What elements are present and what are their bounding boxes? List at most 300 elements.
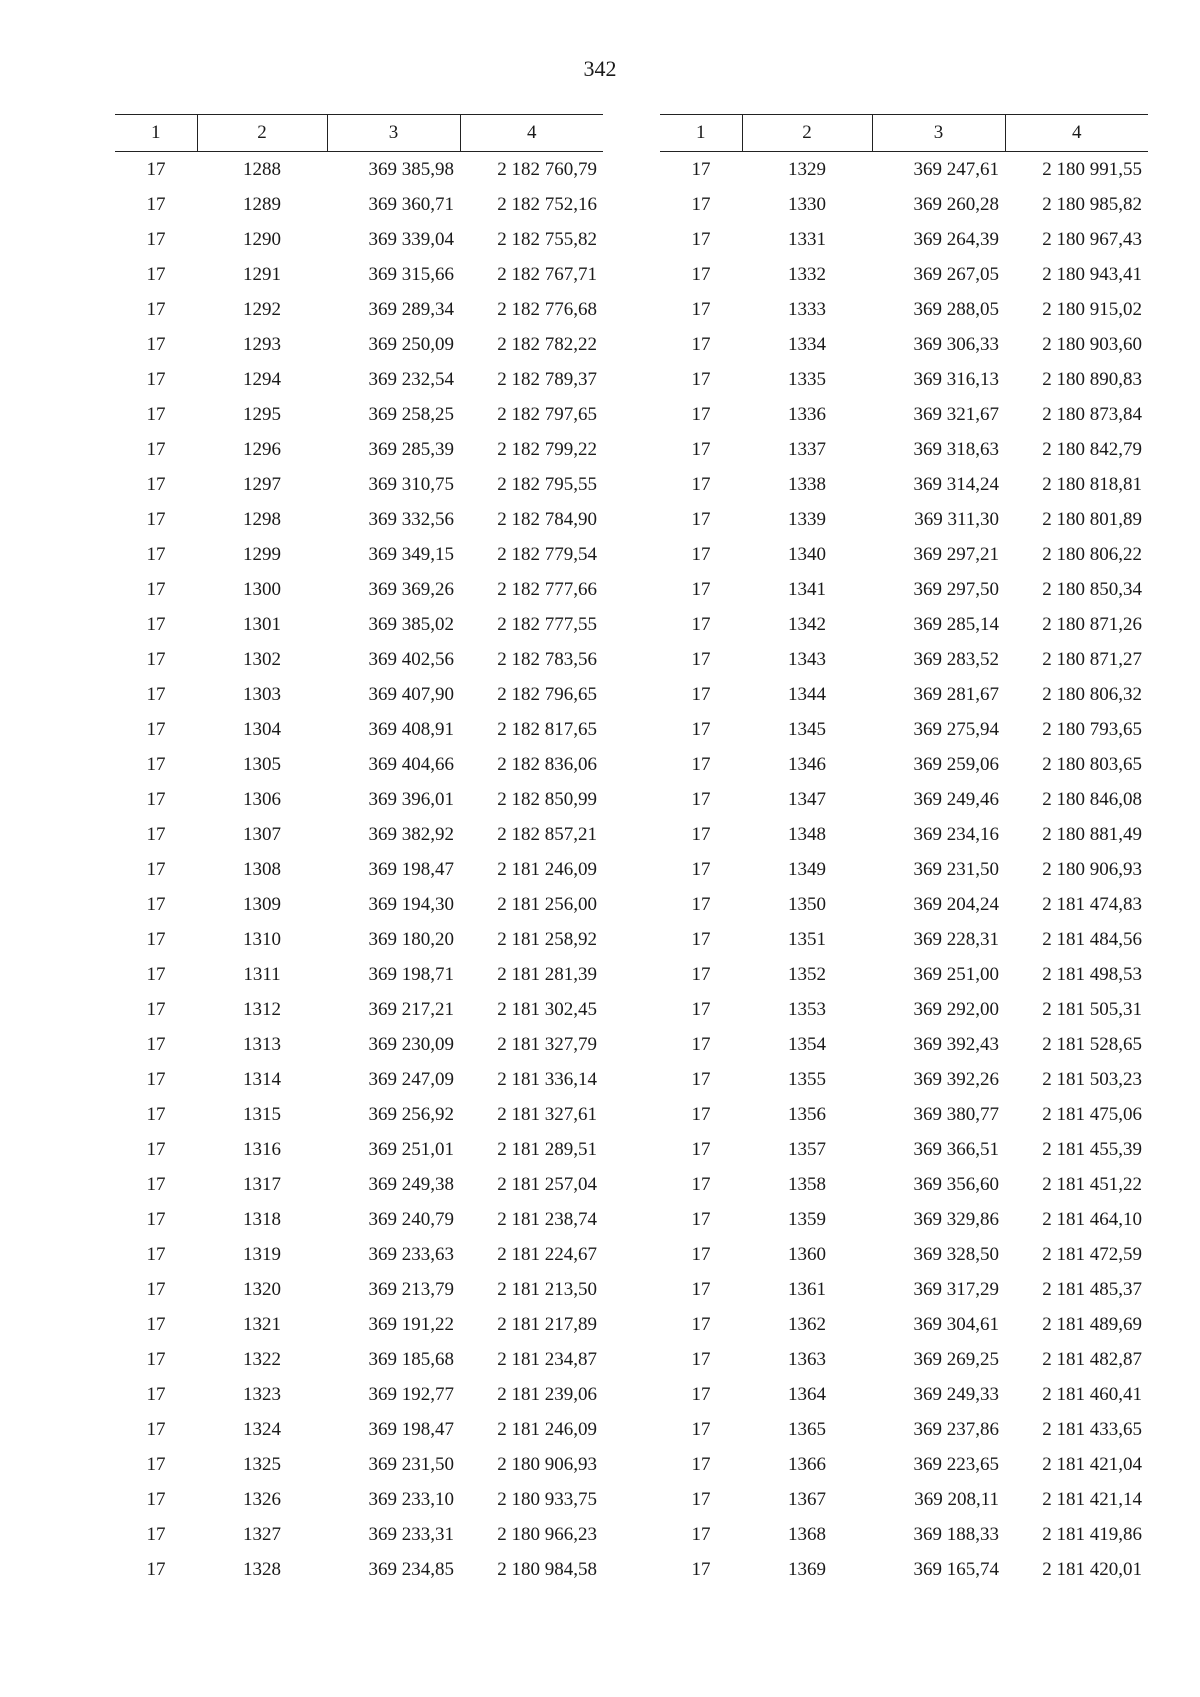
table-row	[115, 607, 603, 642]
table-row	[115, 1027, 603, 1062]
zone-number-cell: 17	[691, 928, 711, 950]
point-number-cell: 1339	[788, 508, 826, 530]
x-coordinate-cell: 369 256,92	[368, 1103, 454, 1125]
point-number-cell: 1346	[788, 753, 826, 775]
point-number-cell: 1326	[243, 1488, 281, 1510]
zone-number-cell: 17	[691, 1068, 711, 1090]
table-row	[115, 467, 603, 502]
point-number-cell: 1306	[243, 788, 281, 810]
zone-number-cell: 17	[691, 1033, 711, 1055]
y-coordinate-cell: 2 182 779,54	[497, 543, 597, 565]
x-coordinate-cell: 369 188,33	[913, 1523, 999, 1545]
zone-number-cell: 17	[146, 333, 166, 355]
y-coordinate-cell: 2 180 890,83	[1042, 368, 1142, 390]
x-coordinate-cell: 369 237,86	[913, 1418, 999, 1440]
point-number-cell: 1334	[788, 333, 826, 355]
table-row	[115, 1202, 603, 1237]
x-coordinate-cell: 369 233,63	[368, 1243, 454, 1265]
y-coordinate-cell: 2 182 777,55	[497, 613, 597, 635]
y-coordinate-cell: 2 181 464,10	[1042, 1208, 1142, 1230]
zone-number-cell: 17	[691, 753, 711, 775]
point-number-cell: 1323	[243, 1383, 281, 1405]
point-number-cell: 1298	[243, 508, 281, 530]
point-number-cell: 1324	[243, 1418, 281, 1440]
point-number-cell: 1359	[788, 1208, 826, 1230]
y-coordinate-cell: 2 180 943,41	[1042, 263, 1142, 285]
point-number-cell: 1294	[243, 368, 281, 390]
table-row	[115, 1237, 603, 1272]
x-coordinate-cell: 369 366,51	[913, 1138, 999, 1160]
table-row	[115, 537, 603, 572]
point-number-cell: 1352	[788, 963, 826, 985]
zone-number-cell: 17	[146, 438, 166, 460]
point-number-cell: 1343	[788, 648, 826, 670]
zone-number-cell: 17	[146, 998, 166, 1020]
y-coordinate-cell: 2 180 933,75	[497, 1488, 597, 1510]
y-coordinate-cell: 2 181 281,39	[497, 963, 597, 985]
column-header-1: 1	[115, 115, 197, 152]
point-number-cell: 1353	[788, 998, 826, 1020]
point-number-cell: 1355	[788, 1068, 826, 1090]
table-row	[115, 1307, 603, 1342]
y-coordinate-cell: 2 181 474,83	[1042, 893, 1142, 915]
table-row	[115, 817, 603, 852]
zone-number-cell: 17	[146, 1173, 166, 1195]
y-coordinate-cell: 2 181 257,04	[497, 1173, 597, 1195]
zone-number-cell: 17	[691, 578, 711, 600]
point-number-cell: 1340	[788, 543, 826, 565]
header-row	[115, 115, 603, 152]
y-coordinate-cell: 2 180 871,27	[1042, 648, 1142, 670]
point-number-cell: 1331	[788, 228, 826, 250]
table-row	[660, 1097, 1148, 1132]
y-coordinate-cell: 2 181 302,45	[497, 998, 597, 1020]
zone-number-cell: 17	[691, 1348, 711, 1370]
table-row	[115, 1482, 603, 1517]
point-number-cell: 1347	[788, 788, 826, 810]
y-coordinate-cell: 2 181 503,23	[1042, 1068, 1142, 1090]
table-body	[115, 152, 603, 1588]
x-coordinate-cell: 369 314,24	[913, 473, 999, 495]
table-row	[115, 677, 603, 712]
point-number-cell: 1365	[788, 1418, 826, 1440]
zone-number-cell: 17	[146, 193, 166, 215]
y-coordinate-cell: 2 181 234,87	[497, 1348, 597, 1370]
table-row	[115, 712, 603, 747]
table-row	[660, 502, 1148, 537]
table-row	[660, 1342, 1148, 1377]
point-number-cell: 1348	[788, 823, 826, 845]
table-row	[660, 1377, 1148, 1412]
y-coordinate-cell: 2 180 966,23	[497, 1523, 597, 1545]
point-number-cell: 1311	[243, 963, 281, 985]
y-coordinate-cell: 2 182 795,55	[497, 473, 597, 495]
x-coordinate-cell: 369 191,22	[368, 1313, 454, 1335]
x-coordinate-cell: 369 310,75	[368, 473, 454, 495]
point-number-cell: 1368	[788, 1523, 826, 1545]
y-coordinate-cell: 2 181 433,65	[1042, 1418, 1142, 1440]
zone-number-cell: 17	[146, 1208, 166, 1230]
y-coordinate-cell: 2 182 777,66	[497, 578, 597, 600]
y-coordinate-cell: 2 180 906,93	[497, 1453, 597, 1475]
zone-number-cell: 17	[691, 683, 711, 705]
x-coordinate-cell: 369 369,26	[368, 578, 454, 600]
y-coordinate-cell: 2 182 752,16	[497, 193, 597, 215]
y-coordinate-cell: 2 181 460,41	[1042, 1383, 1142, 1405]
y-coordinate-cell: 2 182 776,68	[497, 298, 597, 320]
zone-number-cell: 17	[146, 1243, 166, 1265]
zone-number-cell: 17	[146, 1558, 166, 1580]
table-row	[115, 1272, 603, 1307]
y-coordinate-cell: 2 180 850,34	[1042, 578, 1142, 600]
x-coordinate-cell: 369 275,94	[913, 718, 999, 740]
table-row	[660, 1237, 1148, 1272]
table-row	[660, 1482, 1148, 1517]
point-number-cell: 1356	[788, 1103, 826, 1125]
point-number-cell: 1321	[243, 1313, 281, 1335]
x-coordinate-cell: 369 260,28	[913, 193, 999, 215]
zone-number-cell: 17	[146, 508, 166, 530]
table-row	[660, 467, 1148, 502]
y-coordinate-cell: 2 181 472,59	[1042, 1243, 1142, 1265]
y-coordinate-cell: 2 181 289,51	[497, 1138, 597, 1160]
zone-number-cell: 17	[691, 1243, 711, 1265]
zone-number-cell: 17	[691, 368, 711, 390]
y-coordinate-cell: 2 180 806,32	[1042, 683, 1142, 705]
table-row	[115, 1167, 603, 1202]
x-coordinate-cell: 369 232,54	[368, 368, 454, 390]
y-coordinate-cell: 2 180 806,22	[1042, 543, 1142, 565]
y-coordinate-cell: 2 181 239,06	[497, 1383, 597, 1405]
table-row	[660, 327, 1148, 362]
x-coordinate-cell: 369 180,20	[368, 928, 454, 950]
x-coordinate-cell: 369 249,46	[913, 788, 999, 810]
point-number-cell: 1304	[243, 718, 281, 740]
y-coordinate-cell: 2 182 789,37	[497, 368, 597, 390]
table-row	[660, 537, 1148, 572]
y-coordinate-cell: 2 181 421,04	[1042, 1453, 1142, 1475]
table-row	[660, 292, 1148, 327]
table-row	[660, 1272, 1148, 1307]
y-coordinate-cell: 2 181 213,50	[497, 1278, 597, 1300]
x-coordinate-cell: 369 204,24	[913, 893, 999, 915]
column-header-2: 2	[197, 115, 327, 152]
zone-number-cell: 17	[146, 298, 166, 320]
zone-number-cell: 17	[691, 613, 711, 635]
x-coordinate-cell: 369 281,67	[913, 683, 999, 705]
table-row	[660, 432, 1148, 467]
point-number-cell: 1350	[788, 893, 826, 915]
zone-number-cell: 17	[691, 543, 711, 565]
x-coordinate-cell: 369 297,50	[913, 578, 999, 600]
y-coordinate-cell: 2 181 485,37	[1042, 1278, 1142, 1300]
x-coordinate-cell: 369 318,63	[913, 438, 999, 460]
point-number-cell: 1297	[243, 473, 281, 495]
table-row	[660, 747, 1148, 782]
x-coordinate-cell: 369 234,16	[913, 823, 999, 845]
y-coordinate-cell: 2 180 991,55	[1042, 158, 1142, 180]
zone-number-cell: 17	[691, 1313, 711, 1335]
table-row	[660, 992, 1148, 1027]
x-coordinate-cell: 369 233,10	[368, 1488, 454, 1510]
point-number-cell: 1317	[243, 1173, 281, 1195]
page-number: 342	[583, 56, 617, 81]
table-row	[660, 257, 1148, 292]
y-coordinate-cell: 2 182 796,65	[497, 683, 597, 705]
point-number-cell: 1366	[788, 1453, 826, 1475]
table-row	[660, 1552, 1148, 1587]
x-coordinate-cell: 369 408,91	[368, 718, 454, 740]
table-row	[660, 1027, 1148, 1062]
point-number-cell: 1295	[243, 403, 281, 425]
zone-number-cell: 17	[146, 403, 166, 425]
zone-number-cell: 17	[691, 963, 711, 985]
coordinates-table-left	[115, 114, 603, 1587]
y-coordinate-cell: 2 181 420,01	[1042, 1558, 1142, 1580]
y-coordinate-cell: 2 182 799,22	[497, 438, 597, 460]
point-number-cell: 1296	[243, 438, 281, 460]
point-number-cell: 1300	[243, 578, 281, 600]
table-row	[115, 1342, 603, 1377]
y-coordinate-cell: 2 181 528,65	[1042, 1033, 1142, 1055]
y-coordinate-cell: 2 181 238,74	[497, 1208, 597, 1230]
table-header	[115, 115, 603, 152]
x-coordinate-cell: 369 185,68	[368, 1348, 454, 1370]
x-coordinate-cell: 369 192,77	[368, 1383, 454, 1405]
point-number-cell: 1358	[788, 1173, 826, 1195]
table-row	[115, 992, 603, 1027]
y-coordinate-cell: 2 180 818,81	[1042, 473, 1142, 495]
point-number-cell: 1293	[243, 333, 281, 355]
y-coordinate-cell: 2 181 327,79	[497, 1033, 597, 1055]
point-number-cell: 1361	[788, 1278, 826, 1300]
zone-number-cell: 17	[146, 858, 166, 880]
table-row	[115, 257, 603, 292]
x-coordinate-cell: 369 264,39	[913, 228, 999, 250]
zone-number-cell: 17	[146, 893, 166, 915]
point-number-cell: 1316	[243, 1138, 281, 1160]
zone-number-cell: 17	[146, 1068, 166, 1090]
point-number-cell: 1305	[243, 753, 281, 775]
point-number-cell: 1289	[243, 193, 281, 215]
point-number-cell: 1364	[788, 1383, 826, 1405]
x-coordinate-cell: 369 315,66	[368, 263, 454, 285]
x-coordinate-cell: 369 194,30	[368, 893, 454, 915]
table-row	[660, 852, 1148, 887]
point-number-cell: 1338	[788, 473, 826, 495]
y-coordinate-cell: 2 180 915,02	[1042, 298, 1142, 320]
table-row	[115, 887, 603, 922]
x-coordinate-cell: 369 267,05	[913, 263, 999, 285]
zone-number-cell: 17	[146, 473, 166, 495]
x-coordinate-cell: 369 231,50	[913, 858, 999, 880]
point-number-cell: 1329	[788, 158, 826, 180]
y-coordinate-cell: 2 181 421,14	[1042, 1488, 1142, 1510]
point-number-cell: 1319	[243, 1243, 281, 1265]
table-row	[115, 362, 603, 397]
x-coordinate-cell: 369 250,09	[368, 333, 454, 355]
point-number-cell: 1313	[243, 1033, 281, 1055]
table-row	[660, 817, 1148, 852]
y-coordinate-cell: 2 181 489,69	[1042, 1313, 1142, 1335]
zone-number-cell: 17	[146, 1313, 166, 1335]
zone-number-cell: 17	[146, 1453, 166, 1475]
zone-number-cell: 17	[691, 1138, 711, 1160]
y-coordinate-cell: 2 181 451,22	[1042, 1173, 1142, 1195]
zone-number-cell: 17	[146, 228, 166, 250]
point-number-cell: 1292	[243, 298, 281, 320]
coordinates-table-right	[660, 114, 1148, 1587]
zone-number-cell: 17	[691, 1208, 711, 1230]
point-number-cell: 1312	[243, 998, 281, 1020]
x-coordinate-cell: 369 251,01	[368, 1138, 454, 1160]
zone-number-cell: 17	[691, 718, 711, 740]
point-number-cell: 1363	[788, 1348, 826, 1370]
point-number-cell: 1322	[243, 1348, 281, 1370]
table-row	[115, 432, 603, 467]
zone-number-cell: 17	[691, 263, 711, 285]
table-row	[115, 152, 603, 188]
column-header-3: 3	[327, 115, 460, 152]
y-coordinate-cell: 2 182 836,06	[497, 753, 597, 775]
y-coordinate-cell: 2 180 871,26	[1042, 613, 1142, 635]
table-row	[660, 1202, 1148, 1237]
table-row	[115, 1517, 603, 1552]
table-row	[660, 677, 1148, 712]
y-coordinate-cell: 2 180 903,60	[1042, 333, 1142, 355]
x-coordinate-cell: 369 360,71	[368, 193, 454, 215]
zone-number-cell: 17	[691, 228, 711, 250]
y-coordinate-cell: 2 181 246,09	[497, 858, 597, 880]
x-coordinate-cell: 369 208,11	[914, 1488, 999, 1510]
x-coordinate-cell: 369 339,04	[368, 228, 454, 250]
point-number-cell: 1362	[788, 1313, 826, 1335]
point-number-cell: 1291	[243, 263, 281, 285]
table-row	[660, 572, 1148, 607]
point-number-cell: 1357	[788, 1138, 826, 1160]
table-row	[115, 1062, 603, 1097]
table-row	[115, 1412, 603, 1447]
zone-number-cell: 17	[146, 963, 166, 985]
table-row	[115, 572, 603, 607]
zone-number-cell: 17	[691, 1173, 711, 1195]
zone-number-cell: 17	[146, 1523, 166, 1545]
zone-number-cell: 17	[691, 508, 711, 530]
point-number-cell: 1367	[788, 1488, 826, 1510]
point-number-cell: 1332	[788, 263, 826, 285]
y-coordinate-cell: 2 181 256,00	[497, 893, 597, 915]
x-coordinate-cell: 369 306,33	[913, 333, 999, 355]
y-coordinate-cell: 2 180 881,49	[1042, 823, 1142, 845]
y-coordinate-cell: 2 182 782,22	[497, 333, 597, 355]
table-row	[660, 152, 1148, 188]
point-number-cell: 1344	[788, 683, 826, 705]
table-row	[115, 222, 603, 257]
y-coordinate-cell: 2 181 498,53	[1042, 963, 1142, 985]
table-row	[660, 187, 1148, 222]
x-coordinate-cell: 369 198,47	[368, 858, 454, 880]
table-row	[660, 712, 1148, 747]
x-coordinate-cell: 369 311,30	[914, 508, 999, 530]
x-coordinate-cell: 369 258,25	[368, 403, 454, 425]
point-number-cell: 1290	[243, 228, 281, 250]
zone-number-cell: 17	[691, 823, 711, 845]
y-coordinate-cell: 2 181 336,14	[497, 1068, 597, 1090]
y-coordinate-cell: 2 181 419,86	[1042, 1523, 1142, 1545]
y-coordinate-cell: 2 181 475,06	[1042, 1103, 1142, 1125]
point-number-cell: 1315	[243, 1103, 281, 1125]
zone-number-cell: 17	[691, 403, 711, 425]
zone-number-cell: 17	[691, 1488, 711, 1510]
table-row	[660, 1447, 1148, 1482]
x-coordinate-cell: 369 380,77	[913, 1103, 999, 1125]
zone-number-cell: 17	[691, 438, 711, 460]
x-coordinate-cell: 369 382,92	[368, 823, 454, 845]
y-coordinate-cell: 2 182 797,65	[497, 403, 597, 425]
point-number-cell: 1301	[243, 613, 281, 635]
table-row	[115, 1132, 603, 1167]
zone-number-cell: 17	[691, 333, 711, 355]
x-coordinate-cell: 369 213,79	[368, 1278, 454, 1300]
zone-number-cell: 17	[691, 1383, 711, 1405]
zone-number-cell: 17	[146, 1488, 166, 1510]
x-coordinate-cell: 369 228,31	[913, 928, 999, 950]
table-row	[115, 327, 603, 362]
table-row	[115, 1447, 603, 1482]
y-coordinate-cell: 2 181 484,56	[1042, 928, 1142, 950]
y-coordinate-cell: 2 181 246,09	[497, 1418, 597, 1440]
table-row	[660, 1307, 1148, 1342]
x-coordinate-cell: 369 404,66	[368, 753, 454, 775]
header-row	[660, 115, 1148, 152]
zone-number-cell: 17	[146, 1418, 166, 1440]
x-coordinate-cell: 369 247,09	[368, 1068, 454, 1090]
zone-number-cell: 17	[146, 1348, 166, 1370]
x-coordinate-cell: 369 247,61	[913, 158, 999, 180]
zone-number-cell: 17	[146, 1103, 166, 1125]
zone-number-cell: 17	[146, 928, 166, 950]
y-coordinate-cell: 2 181 258,92	[497, 928, 597, 950]
y-coordinate-cell: 2 182 817,65	[497, 718, 597, 740]
point-number-cell: 1288	[243, 158, 281, 180]
table-row	[115, 1097, 603, 1132]
x-coordinate-cell: 369 198,71	[368, 963, 454, 985]
table-row	[660, 642, 1148, 677]
y-coordinate-cell: 2 180 906,93	[1042, 858, 1142, 880]
point-number-cell: 1309	[243, 893, 281, 915]
table-header	[660, 115, 1148, 152]
table-row	[115, 502, 603, 537]
point-number-cell: 1360	[788, 1243, 826, 1265]
x-coordinate-cell: 369 288,05	[913, 298, 999, 320]
point-number-cell: 1337	[788, 438, 826, 460]
x-coordinate-cell: 369 392,43	[913, 1033, 999, 1055]
y-coordinate-cell: 2 180 793,65	[1042, 718, 1142, 740]
x-coordinate-cell: 369 198,47	[368, 1418, 454, 1440]
point-number-cell: 1314	[243, 1068, 281, 1090]
table-row	[660, 782, 1148, 817]
x-coordinate-cell: 369 285,39	[368, 438, 454, 460]
column-header-1: 1	[660, 115, 742, 152]
point-number-cell: 1336	[788, 403, 826, 425]
y-coordinate-cell: 2 182 857,21	[497, 823, 597, 845]
x-coordinate-cell: 369 297,21	[913, 543, 999, 565]
zone-number-cell: 17	[691, 998, 711, 1020]
table-row	[115, 1552, 603, 1587]
zone-number-cell: 17	[691, 158, 711, 180]
table-row	[115, 187, 603, 222]
column-header-3: 3	[872, 115, 1005, 152]
